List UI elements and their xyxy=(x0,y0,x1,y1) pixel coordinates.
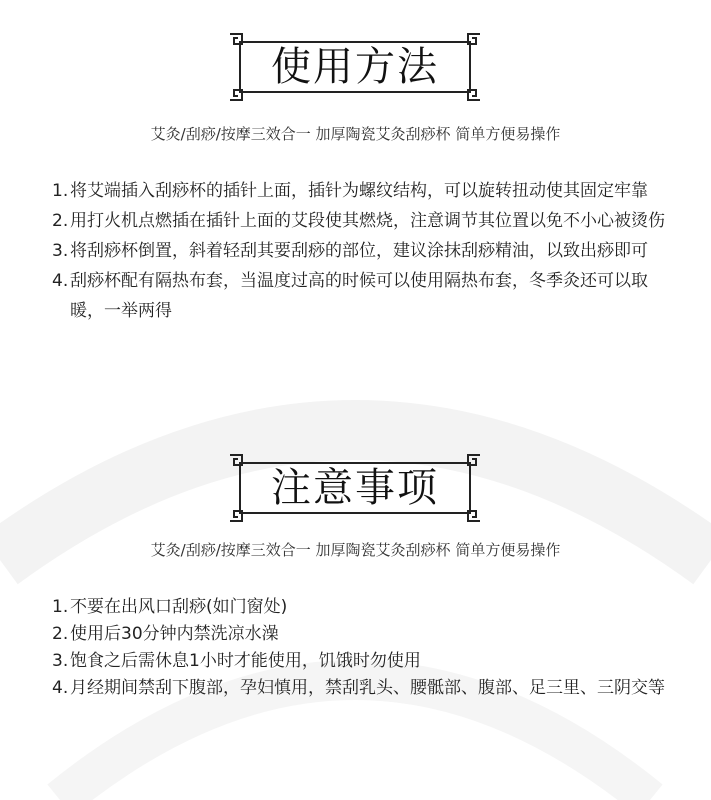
list-item: 4. 月经期间禁刮下腹部，孕妇慎用，禁刮乳头、腰骶部、腹部、足三里、三阴交等 xyxy=(52,678,665,698)
list-item: 3. 将刮痧杯倒置，斜着轻刮其要刮痧的部位，建议涂抹刮痧精油，以致出痧即可 xyxy=(52,241,648,261)
list-item: 4. 刮痧杯配有隔热布套，当温度过高的时候可以使用隔热布套，冬季灸还可以取暖，一举两得 xyxy=(52,271,648,321)
usage-title: 使用方法 xyxy=(271,44,439,90)
usage-title-frame xyxy=(228,32,482,102)
list-item: 2. 用打火机点燃插在插针上面的艾段使其燃烧，注意调节其位置以免不小心被烫伤 xyxy=(52,211,665,231)
usage-subtitle: 艾灸/刮痧/按摩三效合一 加厚陶瓷艾灸刮痧杯 简单方便易操作 xyxy=(150,125,561,143)
list-item: 3. 饱食之后需休息1小时才能使用，饥饿时勿使用 xyxy=(52,651,421,671)
list-item: 1. 不要在出风口刮痧(如门窗处) xyxy=(52,597,288,617)
notes-title-frame xyxy=(228,453,482,523)
notes-items-list xyxy=(52,594,672,702)
list-item: 1. 将艾端插入刮痧杯的插针上面，插针为螺纹结构，可以旋转扭动使其固定牢靠 xyxy=(52,181,648,201)
usage-steps-list xyxy=(52,176,672,326)
notes-title: 注意事项 xyxy=(271,465,439,511)
list-item: 2. 使用后30分钟内禁洗凉水澡 xyxy=(52,624,279,644)
notes-subtitle: 艾灸/刮痧/按摩三效合一 加厚陶瓷艾灸刮痧杯 简单方便易操作 xyxy=(150,541,561,559)
